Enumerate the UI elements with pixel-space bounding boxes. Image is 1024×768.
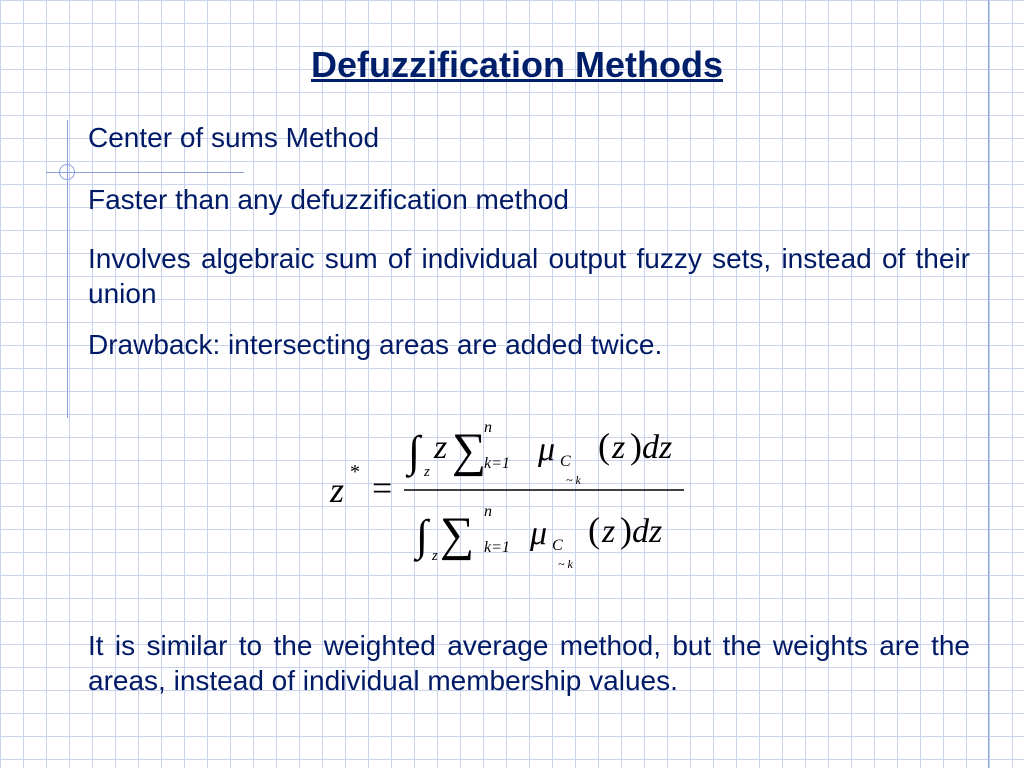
decorative-right-rule	[988, 0, 989, 768]
den-arg: z	[602, 513, 616, 550]
num-mu: μ	[538, 431, 556, 468]
den-sum: ∑	[440, 508, 475, 561]
num-paren-open: (	[598, 426, 610, 466]
den-sum-lower: k=1	[484, 539, 510, 556]
den-mu-sub: C	[552, 537, 563, 554]
num-mu-sub: C	[560, 453, 571, 470]
slide-title: Defuzzification Methods	[311, 44, 723, 85]
bullet-center-of-sums: Center of sums Method	[88, 122, 380, 153]
num-integral-sub: z	[424, 464, 430, 480]
num-sum: ∑	[452, 424, 487, 477]
den-paren-open: (	[588, 510, 600, 550]
den-dz: dz	[632, 513, 663, 550]
bullet-algebraic-sum: Involves algebraic sum of individual output fuzzy sets, instead of their union	[88, 243, 970, 309]
num-arg: z	[612, 429, 626, 466]
den-sum-upper: n	[484, 503, 492, 520]
formula-lhs: z	[330, 470, 345, 510]
den-paren-close: )	[620, 510, 632, 550]
bullet-drawback: Drawback: intersecting areas are added twice.	[88, 329, 663, 360]
center-of-sums-formula	[320, 400, 700, 580]
den-mu: μ	[530, 515, 548, 552]
num-mu-subsub: ~ k	[566, 473, 581, 487]
decorative-horizontal-rule	[46, 172, 244, 173]
num-paren-close: )	[630, 426, 642, 466]
formula-equals: =	[372, 468, 393, 508]
den-integral-sub: z	[432, 548, 438, 564]
num-integral: ∫	[408, 427, 421, 476]
num-z-factor: z	[434, 429, 448, 466]
bullet-faster: Faster than any defuzzification method	[88, 184, 569, 215]
num-dz: dz	[642, 429, 673, 466]
num-sum-lower: k=1	[484, 455, 510, 472]
closing-paragraph: It is similar to the weighted average method, but the weights are the areas, instead of individual membership values.	[88, 630, 970, 696]
den-integral: ∫	[416, 511, 429, 560]
formula-lhs-star: *	[350, 461, 360, 483]
num-sum-upper: n	[484, 419, 492, 436]
den-mu-subsub: ~ k	[558, 557, 573, 571]
decorative-circle	[59, 164, 75, 180]
